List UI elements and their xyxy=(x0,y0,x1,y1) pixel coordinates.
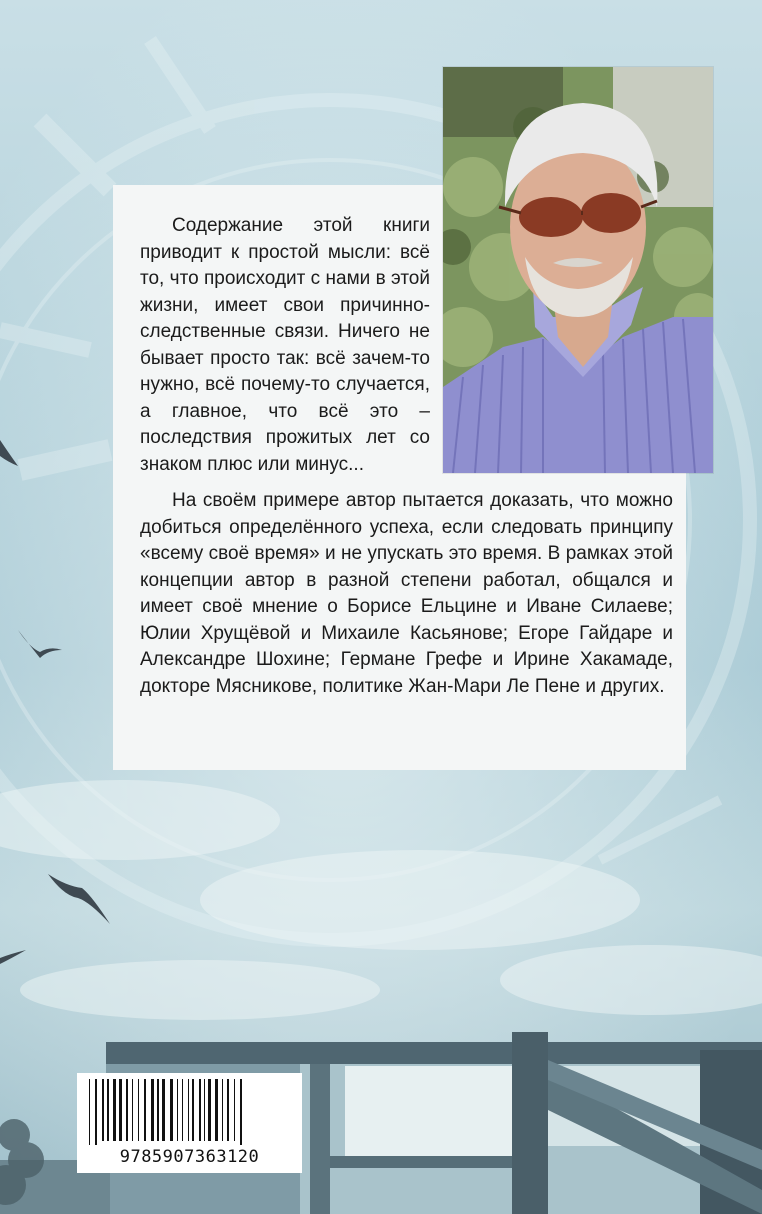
barcode-bar xyxy=(107,1079,109,1141)
barcode-bar xyxy=(144,1079,146,1141)
barcode-bar xyxy=(138,1079,139,1141)
barcode-bar xyxy=(113,1079,116,1141)
barcode-bar xyxy=(240,1079,242,1145)
barcode-bar xyxy=(170,1079,173,1141)
barcode-bar xyxy=(157,1079,159,1141)
barcode-bar xyxy=(119,1079,122,1141)
barcode-bar xyxy=(204,1079,205,1141)
isbn-barcode xyxy=(77,1073,302,1173)
barcode-bar xyxy=(126,1079,128,1141)
barcode-bar xyxy=(192,1079,194,1141)
description-paragraph-2: На своём примере автор пытается доказать, что можно добиться определённого успеха, если следовать принципу «всему своё время» и не упускать это время. В рамках этой концепции автор в разной степени работал, общался и имеет своё мнение о Борисе Ельцине и Иване Силаеве; Юлии Хрущёвой и Михаиле Касьянове; Егоре Гайдаре и Александре Шохине; Германе Грефе и Ирине Хакамаде, докторе Мясникове, политике Жан-Мари Ле Пене и других. xyxy=(140,490,673,697)
barcode-bar xyxy=(177,1079,178,1141)
barcode-bar xyxy=(95,1079,97,1145)
barcode-bar xyxy=(215,1079,218,1141)
isbn-number: 9785907363120 xyxy=(119,1147,260,1167)
author-photo xyxy=(443,67,713,473)
barcode-bar xyxy=(188,1079,189,1141)
barcode-bar xyxy=(89,1079,90,1145)
barcode-bar xyxy=(151,1079,154,1141)
barcode-bar xyxy=(182,1079,183,1141)
barcode-bar xyxy=(132,1079,133,1141)
barcode-bar xyxy=(234,1079,235,1141)
barcode-bar xyxy=(222,1079,223,1141)
barcode-bar xyxy=(208,1079,211,1141)
barcode-bar xyxy=(162,1079,165,1141)
barcode-bar xyxy=(102,1079,104,1141)
barcode-bars xyxy=(87,1079,292,1145)
barcode-bar xyxy=(227,1079,229,1141)
barcode-bar xyxy=(199,1079,201,1141)
description-paragraph-1: Содержание этой книги приводит к простой мысли: всё то, что происходит с нами в этой жизни, имеет свои причинно-следственные связи. Ничего не бывает просто так: всё зачем-то нужно, всё почему-то случается, а главное, что всё это – последствия прожитых лет со знаком плюс или минус... xyxy=(140,215,430,475)
